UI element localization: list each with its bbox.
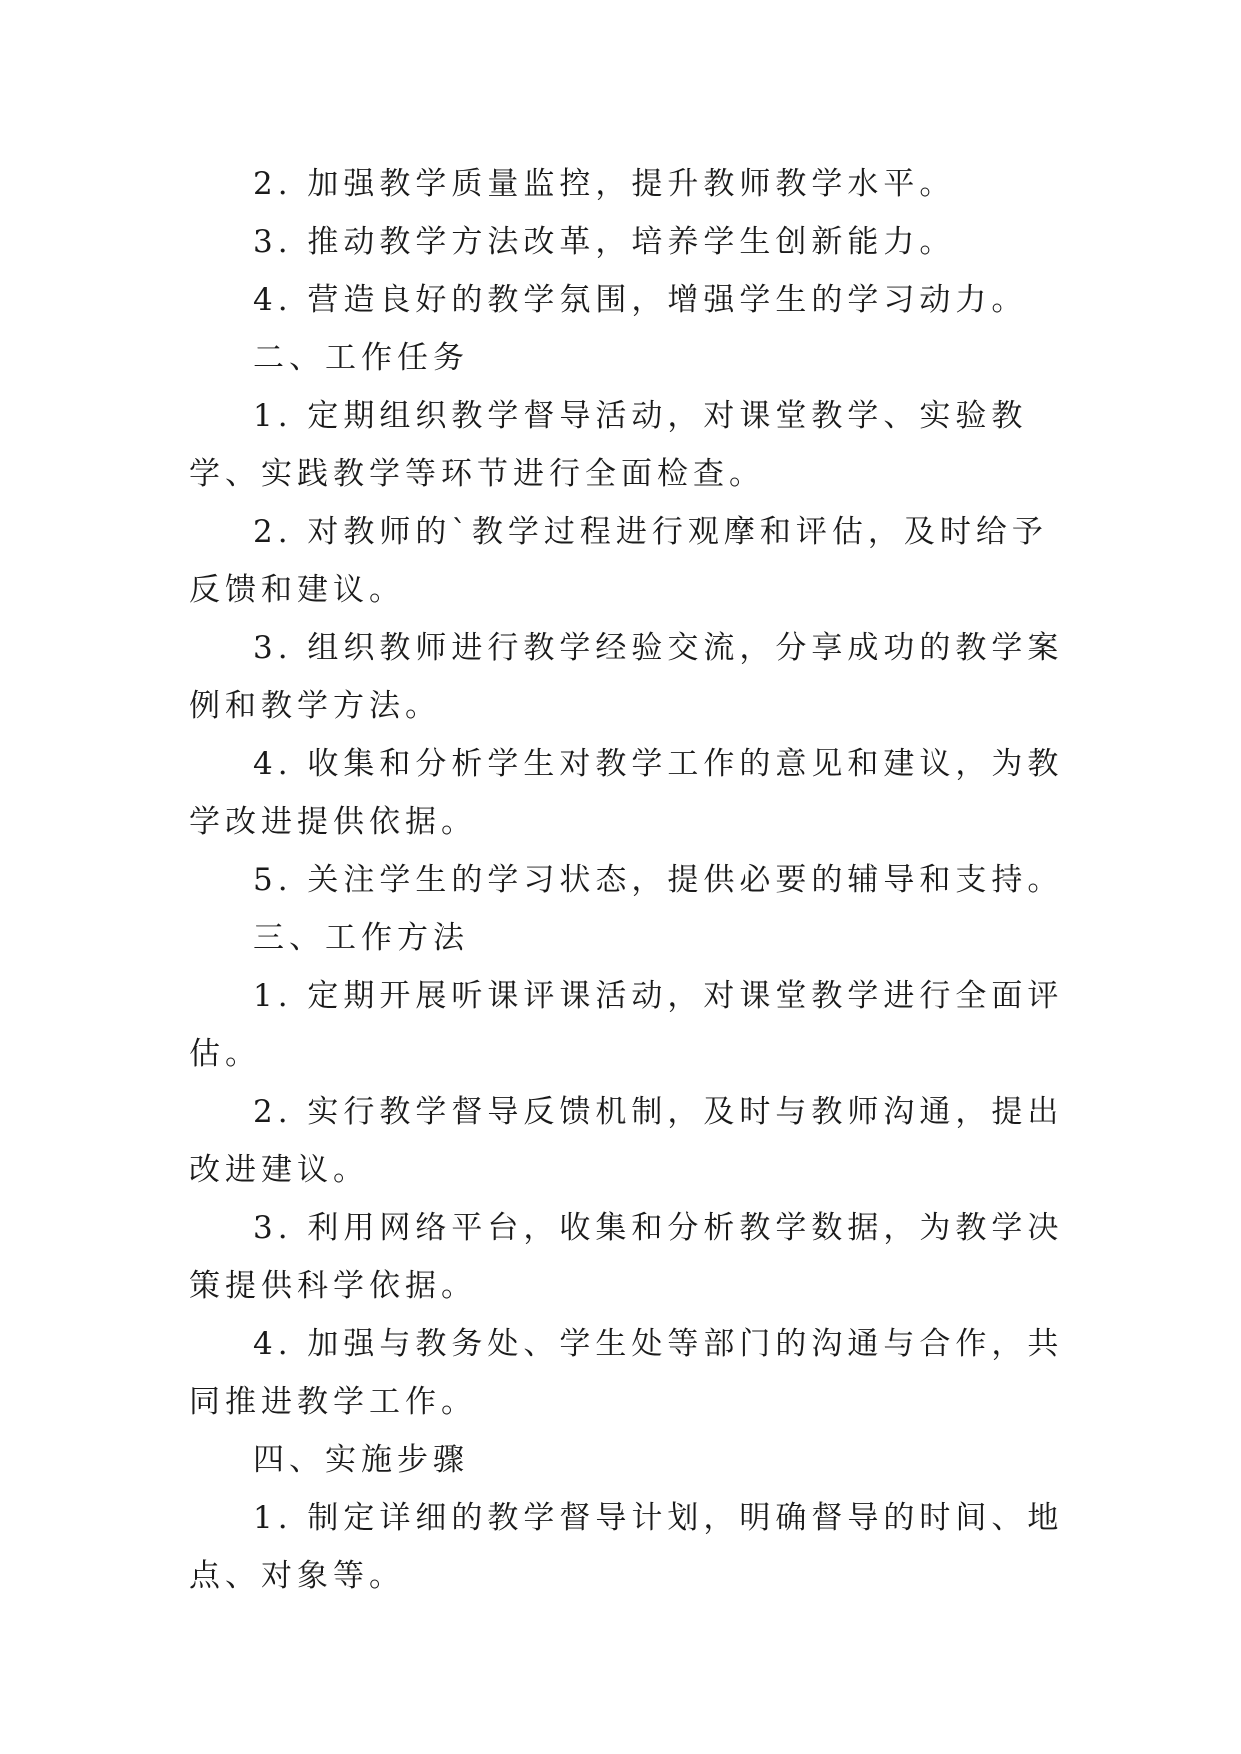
section-heading: 二、工作任务	[253, 340, 469, 376]
section-heading: 三、工作方法	[253, 920, 469, 956]
list-item: 4. 加强与教务处、学生处等部门的沟通与合作，共同推进教学工作。	[189, 1326, 1064, 1420]
list-item: 3. 推动教学方法改革，培养学生创新能力。	[253, 224, 956, 260]
list-item: 3. 利用网络平台，收集和分析教学数据，为教学决策提供科学依据。	[189, 1210, 1064, 1304]
section-heading: 四、实施步骤	[253, 1442, 469, 1478]
list-item: 4. 营造良好的教学氛围，增强学生的学习动力。	[253, 282, 1028, 318]
list-item: 3. 组织教师进行教学经验交流，分享成功的教学案例和教学方法。	[189, 630, 1064, 724]
list-item: 1. 定期组织教学督导活动，对课堂教学、实验教学、实践教学等环节进行全面检查。	[189, 398, 1028, 492]
list-item: 2. 加强教学质量监控，提升教师教学水平。	[253, 166, 956, 202]
list-item: 5. 关注学生的学习状态，提供必要的辅导和支持。	[253, 862, 1064, 898]
list-item: 1. 制定详细的教学督导计划，明确督导的时间、地点、对象等。	[189, 1500, 1064, 1594]
document-body	[189, 155, 1069, 1605]
list-item: 2. 实行教学督导反馈机制，及时与教师沟通，提出改进建议。	[189, 1094, 1064, 1188]
list-item: 4. 收集和分析学生对教学工作的意见和建议，为教学改进提供依据。	[189, 746, 1064, 840]
list-item: 1. 定期开展听课评课活动，对课堂教学进行全面评估。	[189, 978, 1064, 1072]
list-item: 2. 对教师的`教学过程进行观摩和评估，及时给予反馈和建议。	[189, 514, 1048, 608]
